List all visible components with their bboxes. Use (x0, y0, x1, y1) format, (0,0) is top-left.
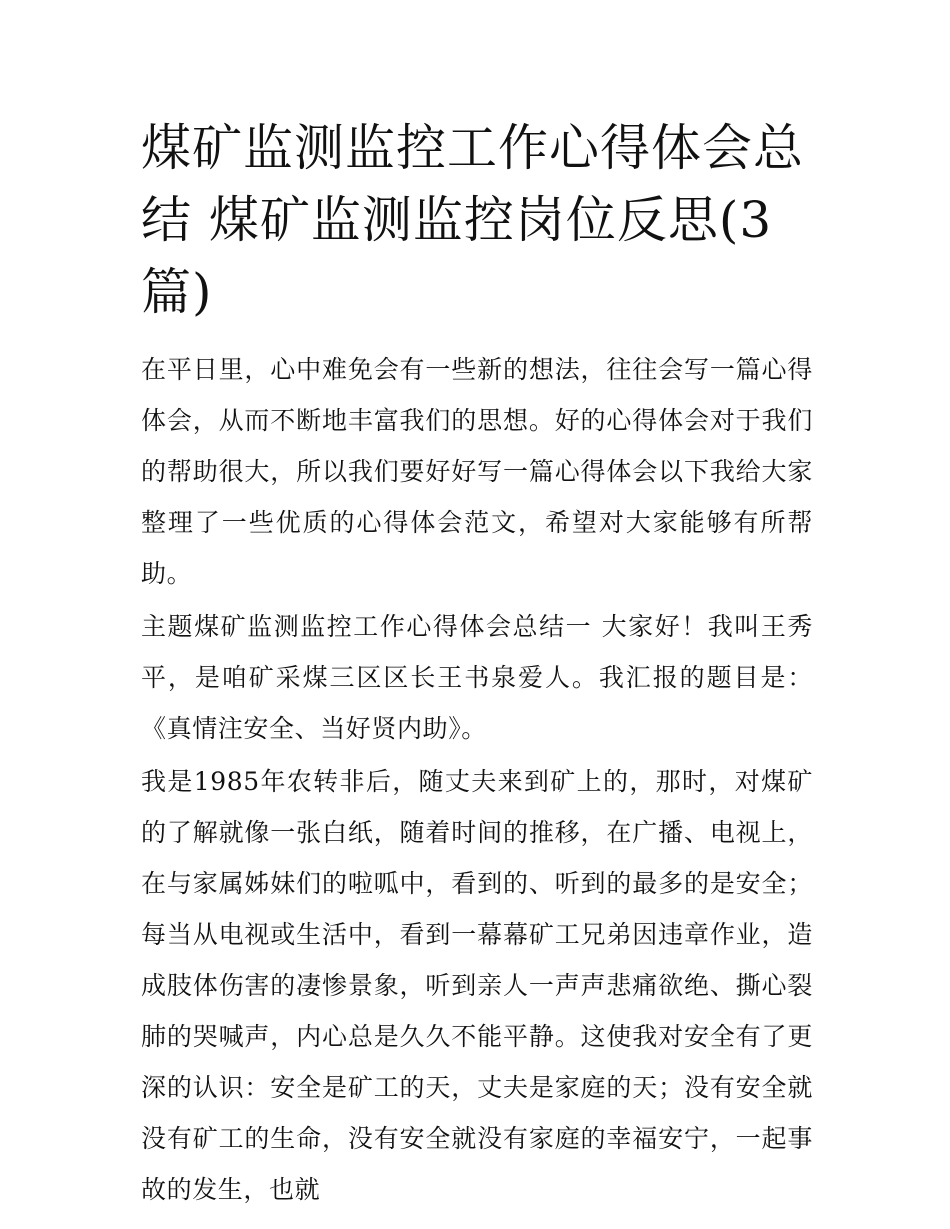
intro-paragraph: 在平日里，心中难免会有一些新的想法，往往会写一篇心得体会，从而不断地丰富我们的思想。好的心得体会对于我们的帮助很大，所以我们要好好写一篇心得体会以下我给大家整理了一些优质的心得体会范文，希望对大家能够有所帮助。 (141, 355, 813, 588)
document-title: 煤矿监测监控工作心得体会总结 煤矿监测监控岗位反思(3篇) (141, 119, 804, 321)
document-body (141, 112, 813, 1217)
topic-paragraph: 主题煤矿监测监控工作心得体会总结一 大家好！我叫王秀平，是咱矿采煤三区区长王书泉爱人。我汇报的题目是：《真情注安全、当好贤内助》。 (141, 612, 813, 743)
story-paragraph: 我是1985年农转非后，随丈夫来到矿上的，那时，对煤矿的了解就像一张白纸，随着时间的推移，在广播、电视上，在与家属姊妹们的啦呱中，看到的、听到的最多的是安全；每当从电视或生活中，看到一幕幕矿工兄弟因违章作业，造成肢体伤害的凄惨景象，听到亲人一声声悲痛欲绝、撕心裂肺的哭喊声，内心总是久久不能平静。这使我对安全有了更深的认识：安全是矿工的天，丈夫是家庭的天；没有安全就没有矿工的生命，没有安全就没有家庭的幸福安宁，一起事故的发生，也就 (141, 767, 813, 1204)
